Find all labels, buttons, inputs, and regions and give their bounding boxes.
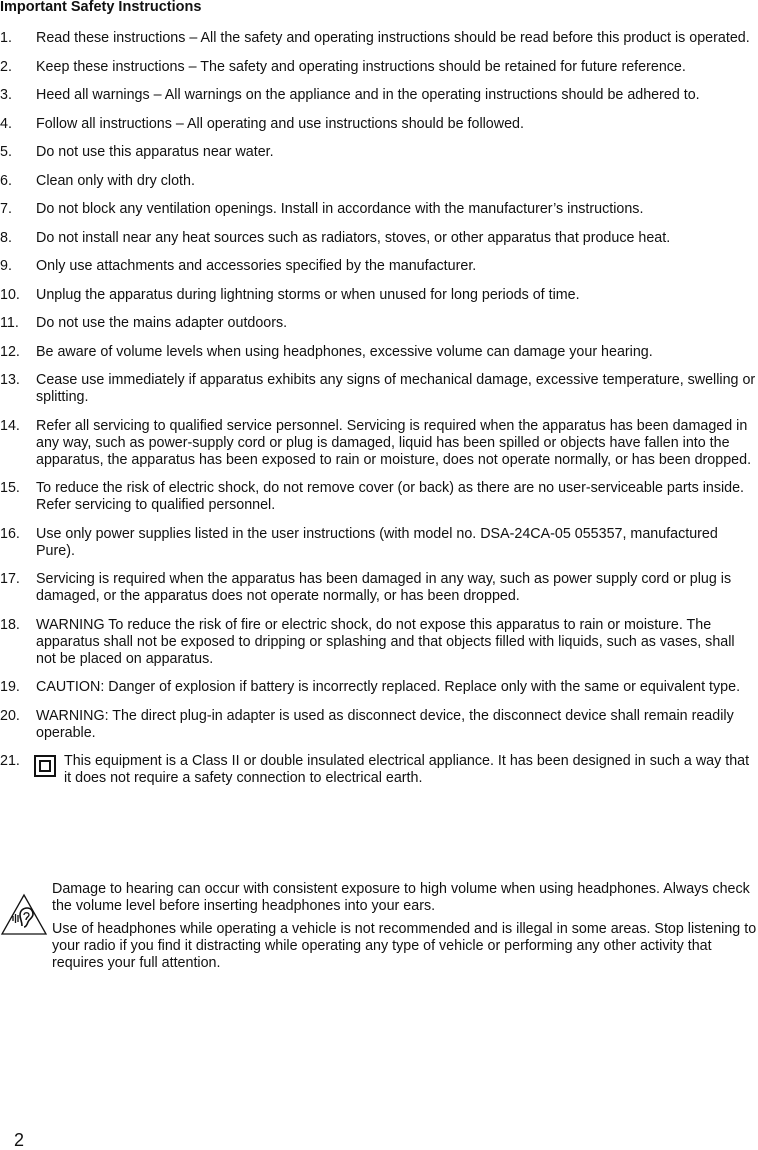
item-text: Refer all servicing to qualified service personnel. Servicing is required when the apparatus has been damaged in any way, such as power-supply cord or plug is damaged, liquid has been spilled or objects have fallen into the apparatus, the apparatus has been exposed to rain or moisture, does not operate normally, or has been dropped.	[36, 417, 752, 468]
item-text: Cease use immediately if apparatus exhibits any signs of mechanical damage, excessive temperature, swelling or splitting.	[36, 372, 756, 405]
list-item	[0, 230, 758, 247]
item-text: Follow all instructions – All operating and use instructions should be followed.	[36, 115, 524, 132]
list-item	[0, 59, 758, 76]
item-text: WARNING: The direct plug-in adapter is used as disconnect device, the disconnect device shall remain readily operable.	[36, 707, 734, 741]
item-number: 1.	[0, 30, 12, 46]
item-number: 19.	[0, 679, 20, 695]
warning-paragraph: Use of headphones while operating a vehicle is not recommended and is illegal in some areas. Stop listening to your radio if you find it distracting while operating any type of vehicle or performing any other activity that requires your full attention.	[52, 921, 757, 971]
list-item	[0, 287, 758, 304]
list-item	[0, 173, 758, 190]
item-text: Do not use the mains adapter outdoors.	[36, 315, 288, 331]
item-text: Do not block any ventilation openings. Install in accordance with the manufacturer’s instructions.	[36, 201, 644, 217]
list-item	[0, 315, 758, 332]
item-text: Heed all warnings – All warnings on the appliance and in the operating instructions should be adhered to.	[36, 87, 700, 103]
list-item	[0, 116, 758, 133]
item-number: 20.	[0, 707, 20, 724]
item-text: WARNING To reduce the risk of fire or electric shock, do not expose this apparatus to rain or moisture. The apparatus shall not be exposed to dripping or splashing and that objects filled with liquids, such as vases, shall not be placed on apparatus.	[36, 616, 735, 667]
item-number: 12.	[0, 343, 20, 360]
item-number: 3.	[0, 87, 12, 103]
item-number: 18.	[0, 616, 20, 633]
item-number: 6.	[0, 172, 12, 189]
item-number: 2.	[0, 58, 12, 75]
item-number: 11.	[0, 315, 19, 331]
list-item	[0, 30, 758, 47]
page-number: 2	[14, 1130, 25, 1150]
item-text: Do not use this apparatus near water.	[36, 144, 274, 160]
item-text: To reduce the risk of electric shock, do not remove cover (or back) as there are no user-serviceable parts inside. Refer servicing to qualified personnel.	[36, 480, 745, 513]
item-text: Servicing is required when the apparatus has been damaged in any way, such as power supply cord or plug is damaged, or the apparatus does not operate normally, or has been dropped.	[36, 571, 732, 604]
list-item	[0, 201, 758, 218]
section-title: Important Safety Instructions	[0, 0, 202, 15]
item-text: Be aware of volume levels when using headphones, excessive volume can damage your hearing.	[36, 343, 653, 360]
item-number: 5.	[0, 144, 12, 160]
item-text: Unplug the apparatus during lightning storms or when unused for long periods of time.	[36, 286, 580, 303]
list-item	[0, 344, 758, 361]
item-text: Use only power supplies listed in the user instructions (with model no. DSA-24CA-05 055357, manufactured Pure).	[36, 525, 718, 559]
item-number: 10.	[0, 286, 20, 303]
item-number: 9.	[0, 258, 12, 274]
list-item	[0, 679, 758, 696]
item-number: 16.	[0, 525, 20, 542]
item-number: 8.	[0, 229, 12, 246]
item-text: Read these instructions – All the safety and operating instructions should be read before this product is operated.	[36, 30, 750, 46]
item-number: 14.	[0, 417, 20, 434]
item-number: 17.	[0, 571, 20, 587]
list-item	[0, 753, 758, 787]
list-item	[0, 617, 758, 668]
class-ii-double-insulation-icon	[34, 755, 56, 777]
list-item	[0, 87, 758, 104]
list-item	[0, 526, 758, 560]
item-number: 13.	[0, 372, 20, 388]
item-text: Clean only with dry cloth.	[36, 172, 195, 189]
item-text: Only use attachments and accessories specified by the manufacturer.	[36, 258, 477, 274]
item-number: 4.	[0, 115, 12, 132]
hearing-warning	[0, 881, 758, 978]
hearing-warning-icon	[0, 893, 48, 937]
list-item	[0, 418, 758, 469]
item-number: 21.	[0, 753, 20, 769]
item-number: 7.	[0, 201, 12, 217]
safety-instructions-list	[0, 30, 758, 799]
item-number: 15.	[0, 480, 20, 496]
item-text: Keep these instructions – The safety and operating instructions should be retained for future reference.	[36, 58, 686, 75]
list-item	[0, 372, 758, 406]
warning-paragraph: Damage to hearing can occur with consistent exposure to high volume when using headphones. Always check the volume level before inserting headphones into your ears.	[52, 881, 750, 914]
list-item	[0, 480, 758, 514]
list-item	[0, 144, 758, 161]
item-text: This equipment is a Class II or double insulated electrical appliance. It has been designed in such a way that it does not require a safety connection to electrical earth.	[64, 753, 750, 786]
list-item	[0, 258, 758, 275]
list-item	[0, 708, 758, 742]
item-text: CAUTION: Danger of explosion if battery is incorrectly replaced. Replace only with the same or equivalent type.	[36, 679, 741, 695]
list-item	[0, 571, 758, 605]
item-text: Do not install near any heat sources such as radiators, stoves, or other apparatus that produce heat.	[36, 229, 671, 246]
